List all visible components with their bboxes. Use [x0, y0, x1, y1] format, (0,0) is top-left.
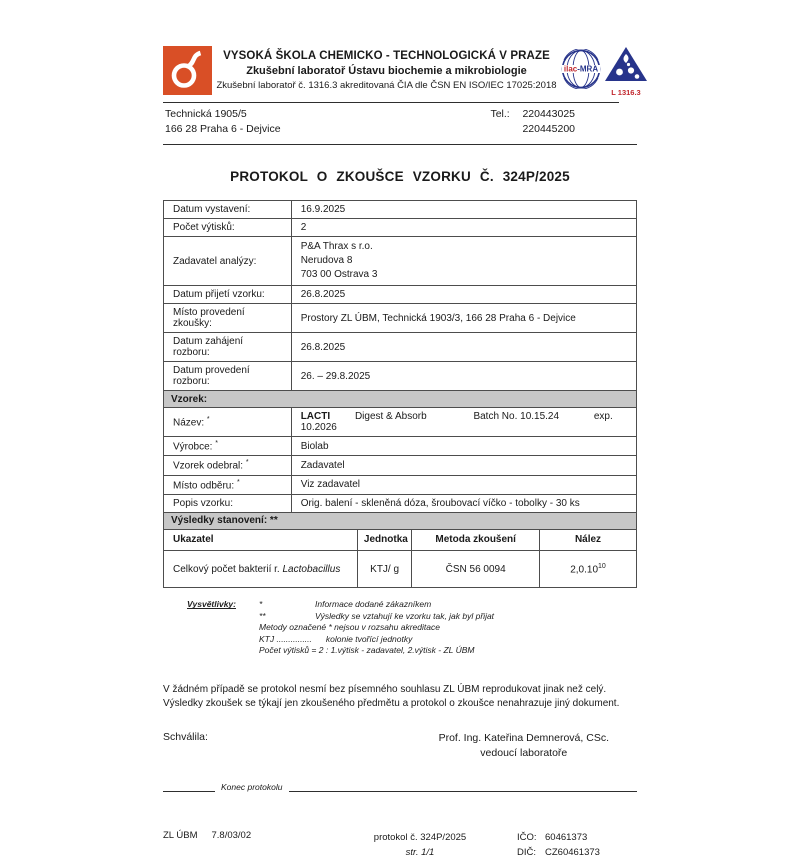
client-city: 703 00 Ostrava 3 [300, 269, 378, 280]
sample-brand: LACTI [300, 411, 331, 422]
results-header-row [164, 529, 637, 550]
footer-protocol-number: protokol č. 324P/2025 [373, 831, 467, 843]
row-value: 26. – 29.8.2025 [291, 362, 636, 391]
sample-section-header: Vzorek: [163, 390, 637, 408]
footnote-marker: * [245, 459, 249, 467]
row-label: Datum přijetí vzorku: [164, 286, 292, 304]
phone-line-1 [490, 107, 575, 122]
row-value: Viz zadavatel [291, 475, 636, 494]
cia-logo-block [603, 46, 649, 97]
table-row [164, 201, 637, 219]
footnote-line [259, 611, 637, 623]
table-row [164, 237, 637, 286]
result-value [540, 550, 637, 587]
table-row [164, 333, 637, 362]
row-label [164, 437, 292, 456]
footnote-line [259, 599, 637, 611]
end-line-left [163, 782, 215, 792]
footnote-marker: * [236, 478, 240, 486]
header-titles [212, 46, 561, 91]
footer-lab-code: ZL ÚBM [163, 829, 198, 841]
laboratory-name: Zkušební laboratoř Ústavu biochemie a mikrobiologie [246, 65, 527, 77]
row-label: Datum vystavení: [164, 201, 292, 219]
footnote-line [259, 622, 637, 634]
row-label: Popis vzorku: [164, 494, 292, 512]
footnote-text: Metody označené * nejsou v rozsahu akreditace [259, 622, 440, 633]
result-unit: KTJ/ g [357, 550, 411, 587]
tel-number-1: 220443025 [522, 108, 575, 120]
document-header [163, 46, 641, 97]
indicator-genus: Lactobacillus [282, 563, 341, 575]
ico-value: 60461373 [545, 831, 588, 843]
table-row [164, 219, 637, 237]
row-label [164, 408, 292, 437]
ilac-text-red: ilac [563, 64, 578, 74]
footnote-text: Počet výtisků = 2 : 1.výtisk - zadavatel, 2.výtisk - ZL ÚBM [259, 645, 475, 656]
sample-batch: Batch No. 10.15.24 [473, 411, 560, 422]
row-label: Datum provedení rozboru: [164, 362, 292, 391]
row-label: Místo provedení zkoušky: [164, 304, 292, 333]
footnotes-lines [259, 599, 637, 657]
row-value: 26.8.2025 [291, 286, 636, 304]
footnote-symbol: * [259, 599, 263, 610]
footnote-line [259, 634, 637, 646]
row-value: Prostory ZL ÚBM, Technická 1903/3, 166 28 Praha 6 - Dejvice [291, 304, 636, 333]
ilac-text-blue: -MRA [577, 64, 599, 74]
address-city: 166 28 Praha 6 - Dejvice [165, 123, 281, 135]
results-table [163, 529, 637, 588]
approver-name: Prof. Ing. Kateřina Demnerová, CSc. [438, 731, 609, 744]
label-text: Název: [173, 417, 205, 429]
table-row [164, 437, 637, 456]
approver-role: vedoucí laboratoře [480, 746, 568, 759]
table-row [164, 456, 637, 475]
cia-triangle-icon [604, 46, 648, 82]
footnote-text: Informace dodané zákazníkem [315, 599, 432, 610]
legal-notice: V žádném případě se protokol nesmí bez písemného souhlasu ZL ÚBM reprodukovat jinak než celý. Výsledky zkoušek se týkají jen zkoušeného předmětu a protokol o zkoušce nenahrazuje jiný dokument. [163, 683, 620, 710]
label-text: Místo odběru: [173, 479, 235, 491]
document-title: PROTOKOL O ZKOUŠCE VZORKU Č. 324P/2025 [230, 169, 570, 184]
result-row [164, 550, 637, 587]
footer-company-ids [517, 830, 637, 860]
indicator-prefix: Celkový počet bakterií r. [173, 563, 283, 575]
row-value: 26.8.2025 [291, 333, 636, 362]
sample-expiry: exp. 10.2026 [300, 411, 613, 433]
column-header-nalez: Nález [540, 529, 637, 550]
table-row [164, 362, 637, 391]
row-value: Biolab [291, 437, 636, 456]
result-value-exponent: 10 [598, 562, 606, 570]
footnote-symbol: ** [259, 610, 266, 621]
accreditation-logos [561, 46, 649, 97]
vscht-flask-logo-icon [163, 46, 212, 95]
tel-number-2: 220445200 [522, 123, 575, 135]
row-label [164, 475, 292, 494]
lab-phones [490, 107, 575, 137]
row-value: 2 [291, 219, 636, 237]
results-section-header: Výsledky stanovení: ** [163, 512, 637, 530]
end-of-protocol-line [163, 782, 637, 792]
approver-block [439, 731, 609, 761]
document-footer [163, 830, 637, 860]
table-row [164, 286, 637, 304]
footer-dic-line [517, 845, 637, 860]
footnote-marker: * [215, 440, 218, 447]
result-method: ČSN 56 0094 [412, 550, 540, 587]
protocol-document [163, 0, 641, 860]
lab-address [165, 107, 281, 137]
end-of-protocol-label: Konec protokolu [221, 781, 283, 792]
row-label: Zadavatel analýzy: [164, 237, 292, 286]
sample-product: Digest & Absorb [354, 411, 427, 422]
approval-block [163, 731, 637, 761]
table-row [164, 494, 637, 512]
footnote-text: kolonie tvořící jednotky [325, 633, 413, 644]
address-street: Technická 1905/5 [165, 108, 247, 120]
row-value [291, 408, 636, 437]
svg-text:ilac-MRA [564, 65, 598, 74]
row-label: Počet výtisků: [164, 219, 292, 237]
end-line-right [289, 782, 637, 792]
footnote-text: Výsledky se vztahují ke vzorku tak, jak byl přijat [315, 610, 495, 621]
accreditation-line: Zkušební laboratoř č. 1316.3 akreditovaná ČIA dle ČSN EN ISO/IEC 17025:2018 [216, 80, 557, 91]
approval-label: Schválila: [163, 730, 208, 743]
table-row [164, 475, 637, 494]
dic-value: CZ60461373 [545, 846, 600, 858]
footer-ico-line [517, 830, 637, 845]
footnotes-block [187, 599, 637, 657]
footer-protocol-ref [323, 830, 517, 860]
footnote-line [259, 645, 637, 657]
row-value: 16.9.2025 [291, 201, 636, 219]
sample-table [163, 407, 637, 513]
row-value [291, 237, 636, 286]
dic-label: DIČ: [517, 846, 536, 858]
footer-page-number: str. 1/1 [405, 846, 435, 858]
row-value: Zadavatel [291, 456, 636, 475]
client-name: P&A Thrax s r.o. [300, 241, 373, 252]
table-row [164, 408, 637, 437]
label-text: Výrobce: [173, 441, 213, 453]
column-header-jednotka: Jednotka [357, 529, 411, 550]
label-text: Vzorek odebral: [173, 460, 244, 472]
tel-label: Tel.: [490, 108, 510, 120]
client-street: Nerudova 8 [300, 255, 353, 266]
result-indicator [164, 550, 358, 587]
footer-form-id [163, 830, 323, 860]
result-value-base: 2,0.10 [570, 564, 599, 576]
row-label [164, 456, 292, 475]
header-divider-bottom [163, 144, 637, 145]
footnote-marker: * [206, 415, 210, 423]
table-row [164, 304, 637, 333]
footnotes-label: Vysvětlivky: [187, 599, 236, 610]
cia-accreditation-number: L 1316.3 [611, 88, 641, 97]
protocol-info-table [163, 200, 637, 391]
column-header-ukazatel: Ukazatel [164, 529, 358, 550]
column-header-metoda: Metoda zkoušení [412, 529, 540, 550]
ico-label: IČO: [517, 831, 537, 843]
address-block [163, 103, 637, 141]
ilac-mra-globe-icon [561, 49, 601, 89]
footer-form-number: 7.8/03/02 [211, 829, 252, 841]
row-value: Orig. balení - skleněná dóza, šroubovací víčko - tobolky - 30 ks [291, 494, 636, 512]
row-label: Datum zahájení rozboru: [164, 333, 292, 362]
footnote-symbol: KTJ ............... [259, 633, 312, 644]
organization-name: VYSOKÁ ŠKOLA CHEMICKO - TECHNOLOGICKÁ V PRAZE [223, 50, 550, 62]
